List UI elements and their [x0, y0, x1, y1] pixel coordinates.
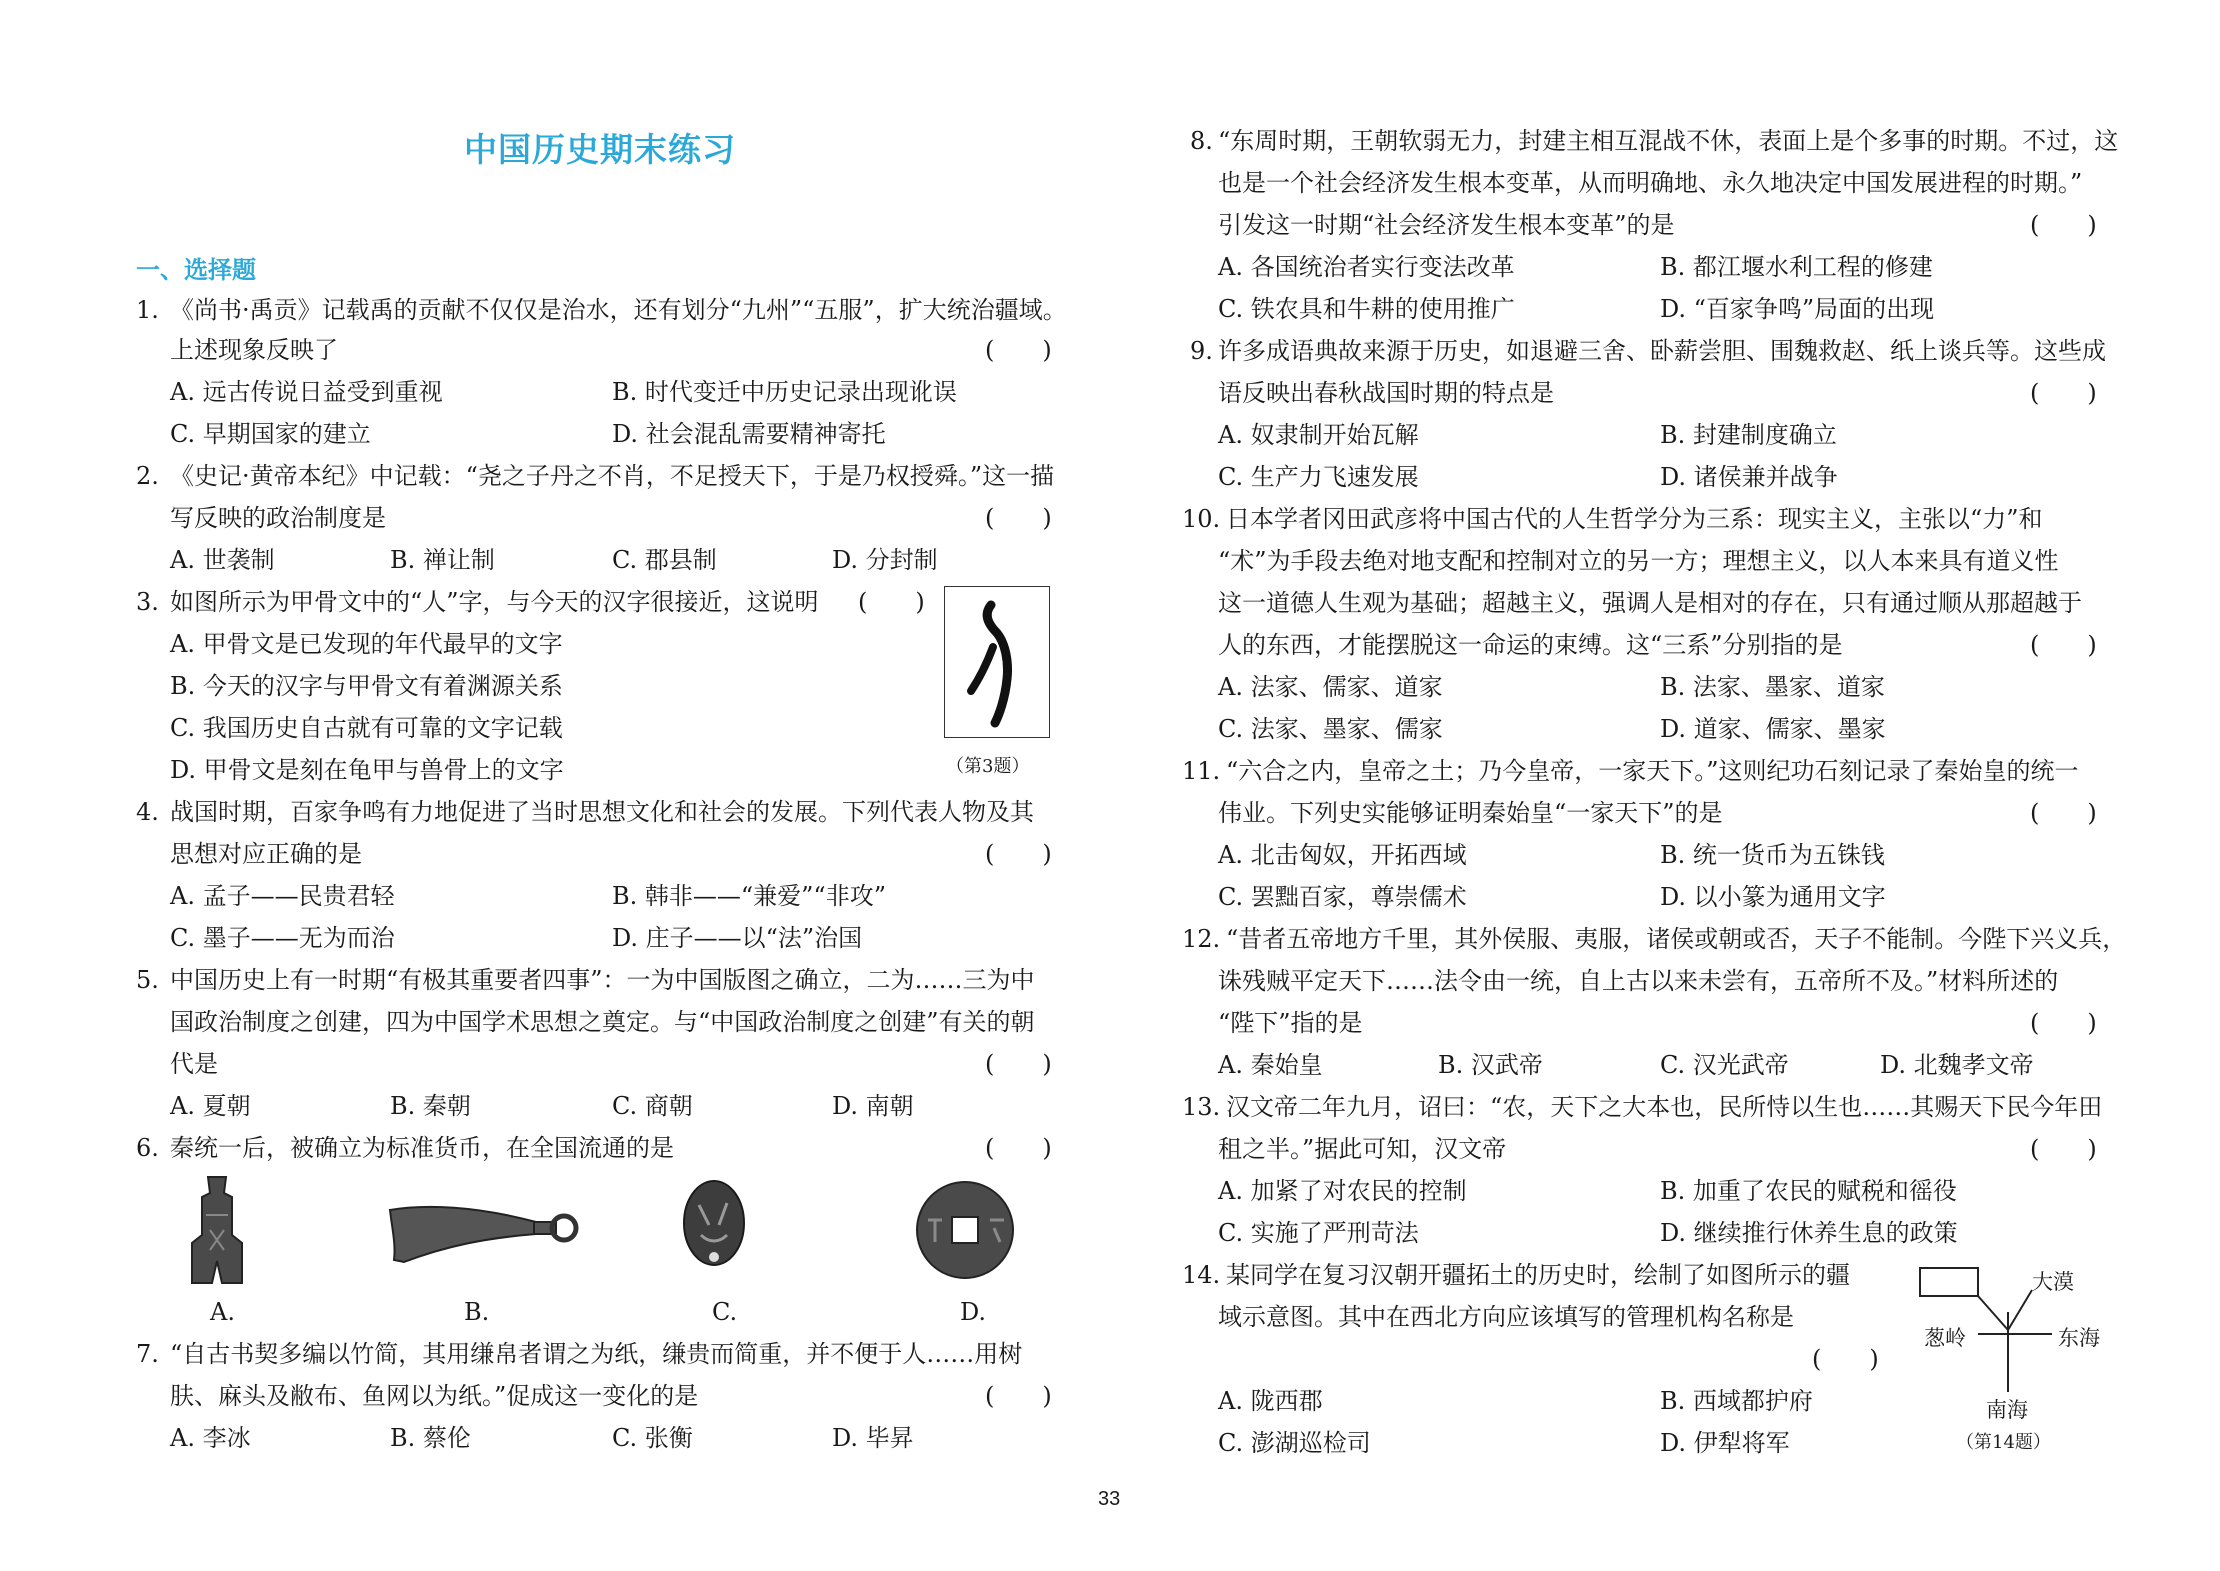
q2-answer-blank: ( ): [985, 504, 1052, 532]
q14-option-c: C. 澎湖巡检司: [1218, 1429, 1371, 1457]
q6-option-c: C.: [712, 1298, 738, 1326]
q4-option-d: D. 庄子——以“法”治国: [612, 924, 863, 952]
page-number: 33: [1098, 1488, 1121, 1510]
q8-text-line3: 引发这一时期“社会经济发生根本变革”的是: [1218, 211, 1675, 239]
q9-option-c: C. 生产力飞速发展: [1218, 463, 1419, 491]
q14-answer-blank: ( ): [1812, 1345, 1879, 1373]
q10-text-line3: 这一道德人生观为基础；超越主义，强调人是相对的存在，只有通过顺从那超越于: [1218, 589, 2082, 617]
q13-option-d: D. 继续推行休养生息的政策: [1660, 1219, 1958, 1247]
q5-option-a: A. 夏朝: [170, 1092, 251, 1120]
ant-nose-coin-image: [679, 1175, 749, 1275]
q3-number: 3.: [136, 588, 159, 616]
q13-option-b: B. 加重了农民的赋税和徭役: [1660, 1177, 1957, 1205]
q4-number: 4.: [136, 798, 159, 826]
q9-number: 9.: [1190, 337, 1213, 365]
q6-text-line1: 秦统一后，被确立为标准货币，在全国流通的是: [170, 1134, 674, 1162]
q14-option-a: A. 陇西郡: [1218, 1387, 1323, 1415]
q5-text-line1: 中国历史上有一时期“有极其重要者四事”：一为中国版图之确立，二为……三为中: [170, 966, 1035, 994]
q7-answer-blank: ( ): [985, 1382, 1052, 1410]
q1-number: 1.: [136, 296, 159, 324]
q7-option-c: C. 张衡: [612, 1424, 693, 1452]
q2-option-b: B. 禅让制: [390, 546, 495, 574]
q11-option-b: B. 统一货币为五铢钱: [1660, 841, 1885, 869]
q2-text-line1: 《史记·黄帝本纪》中记载：“尧之子丹之不肖，不足授天下，于是乃权授舜。”这一描: [170, 462, 1055, 490]
q12-option-a: A. 秦始皇: [1218, 1051, 1323, 1079]
q1-text-line2: 上述现象反映了: [170, 336, 338, 364]
q12-option-d: D. 北魏孝文帝: [1880, 1051, 2034, 1079]
q12-option-b: B. 汉武帝: [1438, 1051, 1543, 1079]
q14-text-line1: 某同学在复习汉朝开疆拓土的历史时，绘制了如图所示的疆: [1226, 1261, 1850, 1289]
q5-number: 5.: [136, 966, 159, 994]
q11-number: 11.: [1182, 757, 1221, 785]
page-title: 中国历史期末练习: [464, 130, 736, 169]
q8-option-d: D. “百家争鸣”局面的出现: [1660, 295, 1935, 323]
q6-number: 6.: [136, 1134, 159, 1162]
q10-option-c: C. 法家、墨家、儒家: [1218, 715, 1443, 743]
q13-answer-blank: ( ): [2030, 1135, 2097, 1163]
q3-text-line1: 如图所示为甲骨文中的“人”字，与今天的汉字很接近，这说明: [170, 588, 819, 616]
q5-option-c: C. 商朝: [612, 1092, 693, 1120]
q10-answer-blank: ( ): [2030, 631, 2097, 659]
q12-text-line1: “昔者五帝地方千里，其外侯服、夷服，诸侯或朝或否，天子不能制。今陛下兴义兵，: [1226, 925, 2127, 953]
q5-text-line2: 国政治制度之创建，四为中国学术思想之奠定。与“中国政治制度之创建”有关的朝: [170, 1008, 1035, 1036]
q7-option-d: D. 毕昇: [832, 1424, 914, 1452]
q10-option-b: B. 法家、墨家、道家: [1660, 673, 1885, 701]
q5-text-line3: 代是: [170, 1050, 218, 1078]
q5-answer-blank: ( ): [985, 1050, 1052, 1078]
q12-text-line3: “陛下”指的是: [1218, 1009, 1363, 1037]
oracle-bone-character-figure: [944, 586, 1050, 738]
q4-answer-blank: ( ): [985, 840, 1052, 868]
q3-option-a: A. 甲骨文是已发现的年代最早的文字: [170, 630, 563, 658]
q12-number: 12.: [1182, 925, 1221, 953]
q10-text-line2: “术”为手段去绝对地支配和控制对立的另一方；理想主义，以人本来具有道义性: [1218, 547, 2059, 575]
ban-liang-coin-image: [910, 1180, 1020, 1280]
q13-text-line1: 汉文帝二年九月，诏曰：“农，天下之大本也，民所恃以生也……其赐天下民今年田: [1226, 1093, 2103, 1121]
map-label-north: 大漠: [2032, 1270, 2074, 1294]
q7-option-a: A. 李冰: [170, 1424, 251, 1452]
q2-option-c: C. 郡县制: [612, 546, 717, 574]
oracle-ren-character: [945, 587, 1048, 736]
q14-figure-caption: （第14题）: [1956, 1432, 2051, 1453]
knife-coin-image: [386, 1200, 582, 1266]
q9-answer-blank: ( ): [2030, 379, 2097, 407]
q8-answer-blank: ( ): [2030, 211, 2097, 239]
q8-option-b: B. 都江堰水利工程的修建: [1660, 253, 1933, 281]
q4-text-line2: 思想对应正确的是: [170, 840, 362, 868]
map-label-west: 葱岭: [1924, 1326, 1966, 1350]
q4-option-b: B. 韩非——“兼爱”“非攻”: [612, 882, 886, 910]
q9-option-a: A. 奴隶制开始瓦解: [1218, 421, 1419, 449]
q3-figure-caption: （第3题）: [946, 756, 1030, 777]
q6-answer-blank: ( ): [985, 1134, 1052, 1162]
q9-option-b: B. 封建制度确立: [1660, 421, 1837, 449]
spade-coin-image: [186, 1175, 248, 1285]
q10-option-d: D. 道家、儒家、墨家: [1660, 715, 1886, 743]
q3-option-d: D. 甲骨文是刻在龟甲与兽骨上的文字: [170, 756, 564, 784]
q3-option-b: B. 今天的汉字与甲骨文有着渊源关系: [170, 672, 563, 700]
q13-option-c: C. 实施了严刑苛法: [1218, 1219, 1419, 1247]
q13-number: 13.: [1182, 1093, 1221, 1121]
q8-number: 8.: [1190, 127, 1213, 155]
q1-option-b: B. 时代变迁中历史记录出现讹误: [612, 378, 957, 406]
q11-text-line1: “六合之内，皇帝之土；乃今皇帝，一家天下。”这则纪功石刻记录了秦始皇的统一: [1226, 757, 2079, 785]
q11-option-c: C. 罢黜百家，尊崇儒术: [1218, 883, 1467, 911]
q6-option-b: B.: [464, 1298, 490, 1326]
q1-text-line1: 《尚书·禹贡》记载禹的贡献不仅仅是治水，还有划分“九州”“五服”，扩大统治疆域。: [170, 296, 1067, 324]
q11-answer-blank: ( ): [2030, 799, 2097, 827]
q1-option-d: D. 社会混乱需要精神寄托: [612, 420, 886, 448]
q14-option-b: B. 西域都护府: [1660, 1387, 1813, 1415]
q2-number: 2.: [136, 462, 159, 490]
q8-option-a: A. 各国统治者实行变法改革: [1218, 253, 1515, 281]
northwest-line: [1978, 1296, 2008, 1330]
q10-option-a: A. 法家、儒家、道家: [1218, 673, 1443, 701]
q1-option-a: A. 远古传说日益受到重视: [170, 378, 443, 406]
q11-option-d: D. 以小篆为通用文字: [1660, 883, 1886, 911]
q3-option-c: C. 我国历史自古就有可靠的文字记载: [170, 714, 563, 742]
q9-option-d: D. 诸侯兼并战争: [1660, 463, 1838, 491]
q4-option-a: A. 孟子——民贵君轻: [170, 882, 395, 910]
q6-option-a: A.: [210, 1298, 235, 1326]
q12-text-line2: 诛残贼平定天下……法令由一统，自上古以来未尝有，五帝所不及。”材料所述的: [1218, 967, 2059, 995]
q14-text-line2: 域示意图。其中在西北方向应该填写的管理机构名称是: [1218, 1303, 1794, 1331]
q11-text-line2: 伟业。下列史实能够证明秦始皇“一家天下”的是: [1218, 799, 1723, 827]
q14-number: 14.: [1182, 1261, 1221, 1289]
q4-option-c: C. 墨子——无为而治: [170, 924, 395, 952]
northwest-blank-box: [1920, 1268, 1978, 1296]
q8-text-line2: 也是一个社会经济发生根本变革，从而明确地、永久地决定中国发展进程的时期。”: [1218, 169, 2083, 197]
q12-answer-blank: ( ): [2030, 1009, 2097, 1037]
q13-option-a: A. 加紧了对农民的控制: [1218, 1177, 1467, 1205]
q3-answer-blank: ( ): [858, 588, 925, 616]
section-heading: 一、选择题: [136, 255, 256, 284]
q8-text-line1: “东周时期，王朝软弱无力，封建主相互混战不休，表面上是个多事的时期。不过，这: [1218, 127, 2119, 155]
q5-option-d: D. 南朝: [832, 1092, 914, 1120]
q2-option-d: D. 分封制: [832, 546, 938, 574]
q12-option-c: C. 汉光武帝: [1660, 1051, 1789, 1079]
northeast-line: [2008, 1290, 2032, 1330]
q10-number: 10.: [1182, 505, 1221, 533]
q1-option-c: C. 早期国家的建立: [170, 420, 371, 448]
q10-text-line1: 日本学者冈田武彦将中国古代的人生哲学分为三系：现实主义，主张以“力”和: [1226, 505, 2043, 533]
q6-option-d: D.: [960, 1298, 987, 1326]
q2-text-line2: 写反映的政治制度是: [170, 504, 386, 532]
q7-number: 7.: [136, 1340, 159, 1368]
q13-text-line2: 租之半。”据此可知，汉文帝: [1218, 1135, 1507, 1163]
q4-text-line1: 战国时期，百家争鸣有力地促进了当时思想文化和社会的发展。下列代表人物及其: [170, 798, 1034, 826]
q5-option-b: B. 秦朝: [390, 1092, 471, 1120]
q7-text-line1: “自古书契多编以竹简，其用缣帛者谓之为纸，缣贵而简重，并不便于人……用树: [170, 1340, 1023, 1368]
q7-option-b: B. 蔡伦: [390, 1424, 471, 1452]
q7-text-line2: 肤、麻头及敝布、鱼网以为纸。”促成这一变化的是: [170, 1382, 699, 1410]
q11-option-a: A. 北击匈奴，开拓西域: [1218, 841, 1467, 869]
q9-text-line1: 许多成语典故来源于历史，如退避三舍、卧薪尝胆、围魏救赵、纸上谈兵等。这些成: [1218, 337, 2106, 365]
map-label-east: 东海: [2058, 1326, 2100, 1350]
q1-answer-blank: ( ): [985, 336, 1052, 364]
q9-text-line2: 语反映出春秋战国时期的特点是: [1218, 379, 1554, 407]
q14-option-d: D. 伊犁将军: [1660, 1429, 1790, 1457]
q10-text-line4: 人的东西，才能摆脱这一命运的束缚。这“三系”分别指的是: [1218, 631, 1843, 659]
q2-option-a: A. 世袭制: [170, 546, 275, 574]
map-label-south: 南海: [1986, 1398, 2028, 1422]
q8-option-c: C. 铁农具和牛耕的使用推广: [1218, 295, 1515, 323]
